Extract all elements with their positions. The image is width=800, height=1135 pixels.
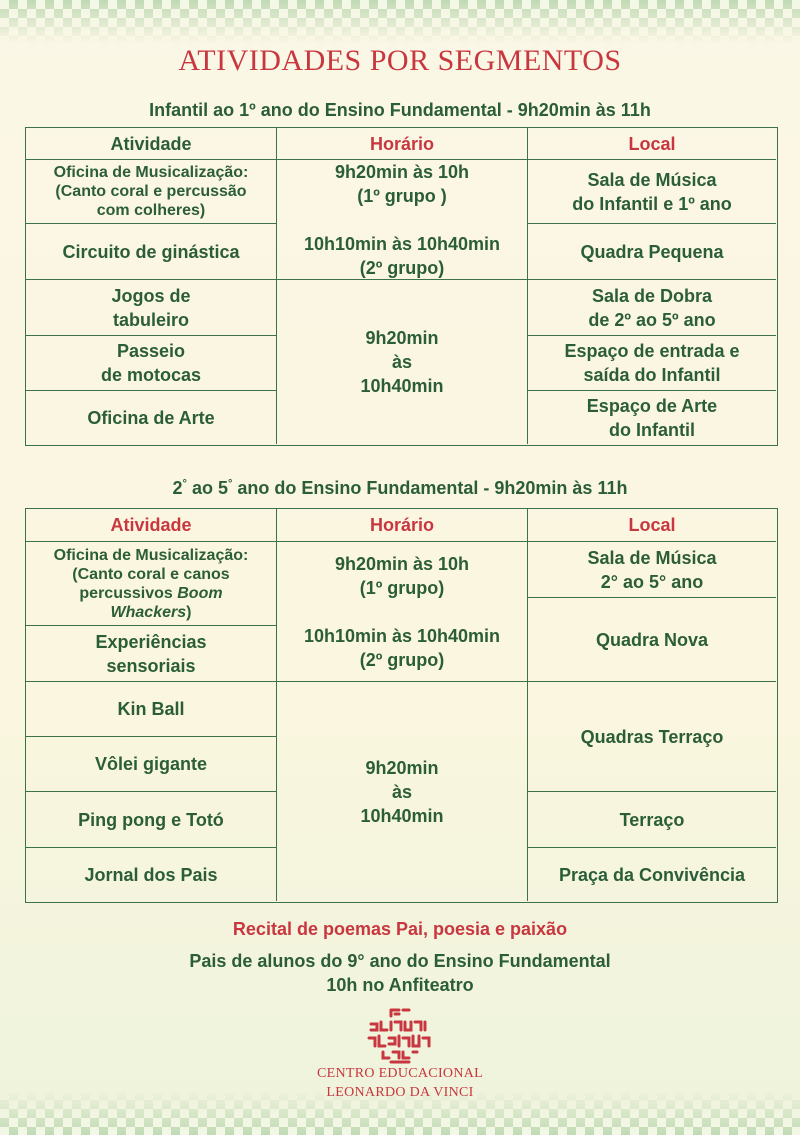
section2-activity: Jornal dos Pais bbox=[26, 848, 277, 901]
section1-place: Quadra Pequena bbox=[528, 224, 776, 280]
section1-place: Espaço de Arte do Infantil bbox=[586, 395, 718, 440]
section2-header-horario: Horário bbox=[277, 509, 528, 542]
section2-activity: Vôlei gigante bbox=[26, 737, 277, 792]
section2-table bbox=[25, 508, 778, 903]
section1-activity: Oficina de Musicalização: (Canto coral e percussão com colheres) bbox=[26, 160, 277, 224]
section2-heading: 2° ao 5° ano do Ensino Fundamental - 9h20min às 11h bbox=[172, 478, 628, 498]
section1-time-groups: 9h20min às 10h (1º grupo ) 10h10min às 10h40min (2º grupo) bbox=[277, 160, 528, 280]
section1-activity: Oficina de Arte bbox=[26, 391, 277, 444]
section1-heading: Infantil ao 1º ano do Ensino Fundamental - 9h20min às 11h bbox=[149, 100, 651, 120]
recital-title: Recital de poemas Pai, poesia e paixão bbox=[232, 919, 568, 939]
section2-header-atividade: Atividade bbox=[26, 509, 277, 542]
section2-place: Quadra Nova bbox=[528, 598, 776, 682]
section1-header-local: Local bbox=[528, 128, 776, 160]
section1-place: Sala de Música do Infantil e 1º ano bbox=[528, 160, 776, 224]
section2-place: Terraço bbox=[528, 792, 776, 848]
section2-place: Praça da Convivência bbox=[558, 864, 746, 885]
school-logo-icon bbox=[365, 1006, 435, 1064]
section2-time-range: 9h20min às 10h40min bbox=[277, 682, 528, 901]
section1-place: Sala de Dobra de 2º ao 5º ano bbox=[528, 280, 776, 336]
section2-activity: Experiências sensoriais bbox=[26, 626, 277, 682]
school-name-line2: LEONARDO DA VINCI bbox=[326, 1085, 474, 1100]
section1-activity: Circuito de ginástica bbox=[26, 224, 277, 280]
section2-activity: Kin Ball bbox=[26, 682, 277, 737]
section2-place: Sala de Música 2° ao 5° ano bbox=[528, 542, 776, 598]
section1-table bbox=[25, 127, 778, 446]
gingham-top-border bbox=[0, 0, 800, 44]
section2-activity: Ping pong e Totó bbox=[26, 792, 277, 848]
section2-time-groups: 9h20min às 10h (1º grupo) 10h10min às 10h40min (2º grupo) bbox=[277, 542, 528, 682]
section2-place: Quadras Terraço bbox=[528, 682, 776, 792]
section1-activity: Passeio de motocas bbox=[26, 336, 277, 391]
page-title: ATIVIDADES POR SEGMENTOS bbox=[178, 44, 622, 77]
section2-activity: Oficina de Musicalização: (Canto coral e canos percussivos Boom Whackers) bbox=[26, 542, 277, 626]
recital-location: 10h no Anfiteatro bbox=[326, 975, 474, 995]
section1-header-horario: Horário bbox=[277, 128, 528, 160]
section2-header-local: Local bbox=[528, 509, 776, 542]
section1-place: Espaço de entrada e saída do Infantil bbox=[528, 336, 776, 391]
recital-audience: Pais de alunos do 9° ano do Ensino Fundamental bbox=[189, 951, 611, 971]
section1-activity: Jogos de tabuleiro bbox=[26, 280, 277, 336]
school-name-line1: CENTRO EDUCACIONAL bbox=[316, 1066, 483, 1081]
section1-time-range: 9h20min às 10h40min bbox=[277, 280, 528, 444]
section1-header-atividade: Atividade bbox=[26, 128, 277, 160]
